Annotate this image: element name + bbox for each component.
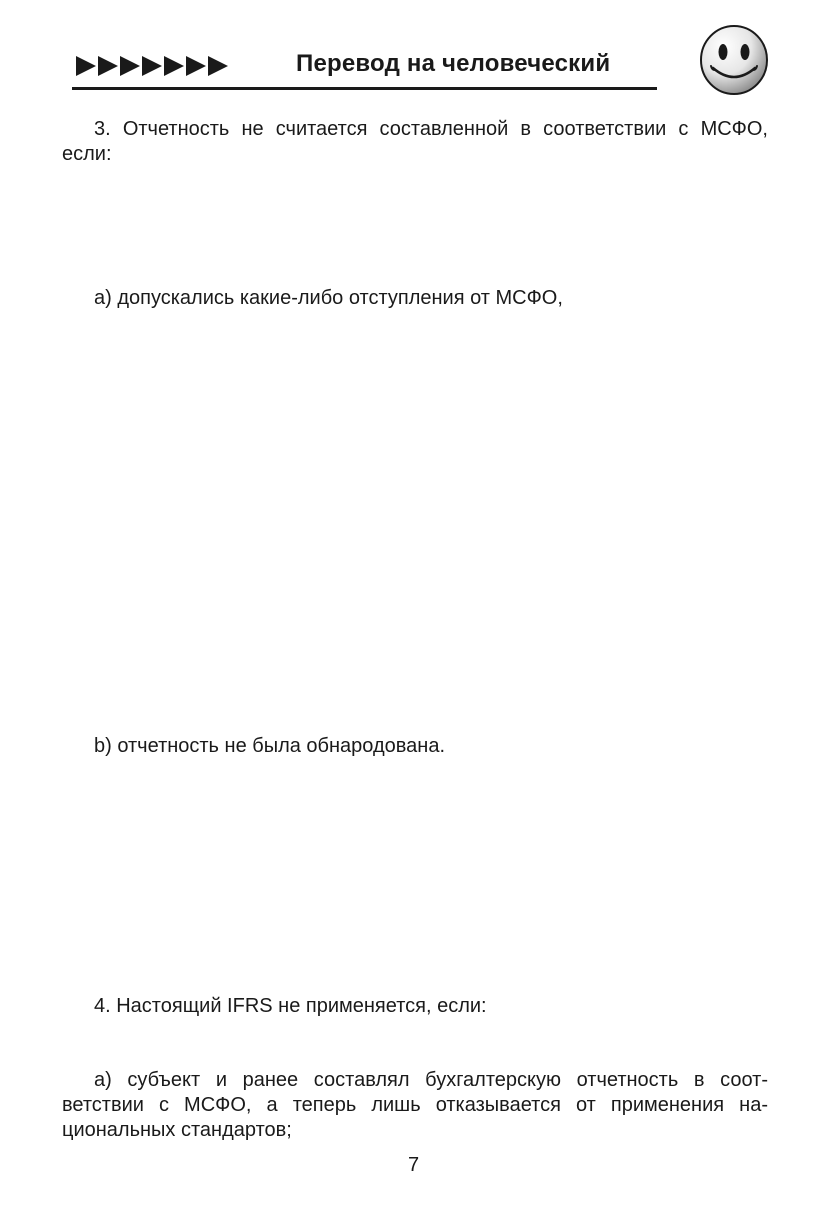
paragraph-4a-line-3: циональных стандартов;	[62, 1119, 292, 1141]
play-arrow-icon	[186, 56, 206, 76]
page-header	[0, 0, 827, 100]
paragraph-3-line-2: если:	[62, 143, 112, 165]
play-arrow-icon	[164, 56, 184, 76]
paragraph-3a	[62, 286, 768, 311]
play-arrow-icon	[142, 56, 162, 76]
paragraph-4a-line-1: a) субъект и ранее составлял бухгалтерскую отчетность в соот-	[94, 1069, 768, 1091]
arrow-decoration	[76, 52, 228, 80]
paragraph-4-text: 4. Настоящий IFRS не применяется, если:	[94, 995, 487, 1017]
play-arrow-icon	[76, 56, 96, 76]
running-header-title: Перевод на человеческий	[296, 50, 611, 77]
paragraph-3	[62, 117, 768, 167]
play-arrow-icon	[208, 56, 228, 76]
paragraph-4a-line-2: ветствии с МСФО, а теперь лишь отказывается от применения на-	[62, 1094, 768, 1116]
smiley-face-icon	[699, 24, 769, 96]
page-number: 7	[407, 1154, 420, 1176]
paragraph-3b	[62, 734, 768, 759]
paragraph-3b-text: b) отчетность не была обнародована.	[94, 735, 446, 757]
paragraph-3-line-1: 3. Отчетность не считается составленной в соответствии с МСФО,	[94, 118, 768, 140]
paragraph-4a	[62, 1068, 768, 1143]
play-arrow-icon	[120, 56, 140, 76]
header-rule	[72, 87, 657, 90]
play-arrow-icon	[98, 56, 118, 76]
paragraph-4	[62, 994, 768, 1019]
paragraph-3a-text: a) допускались какие-либо отступления от МСФО,	[94, 287, 563, 309]
